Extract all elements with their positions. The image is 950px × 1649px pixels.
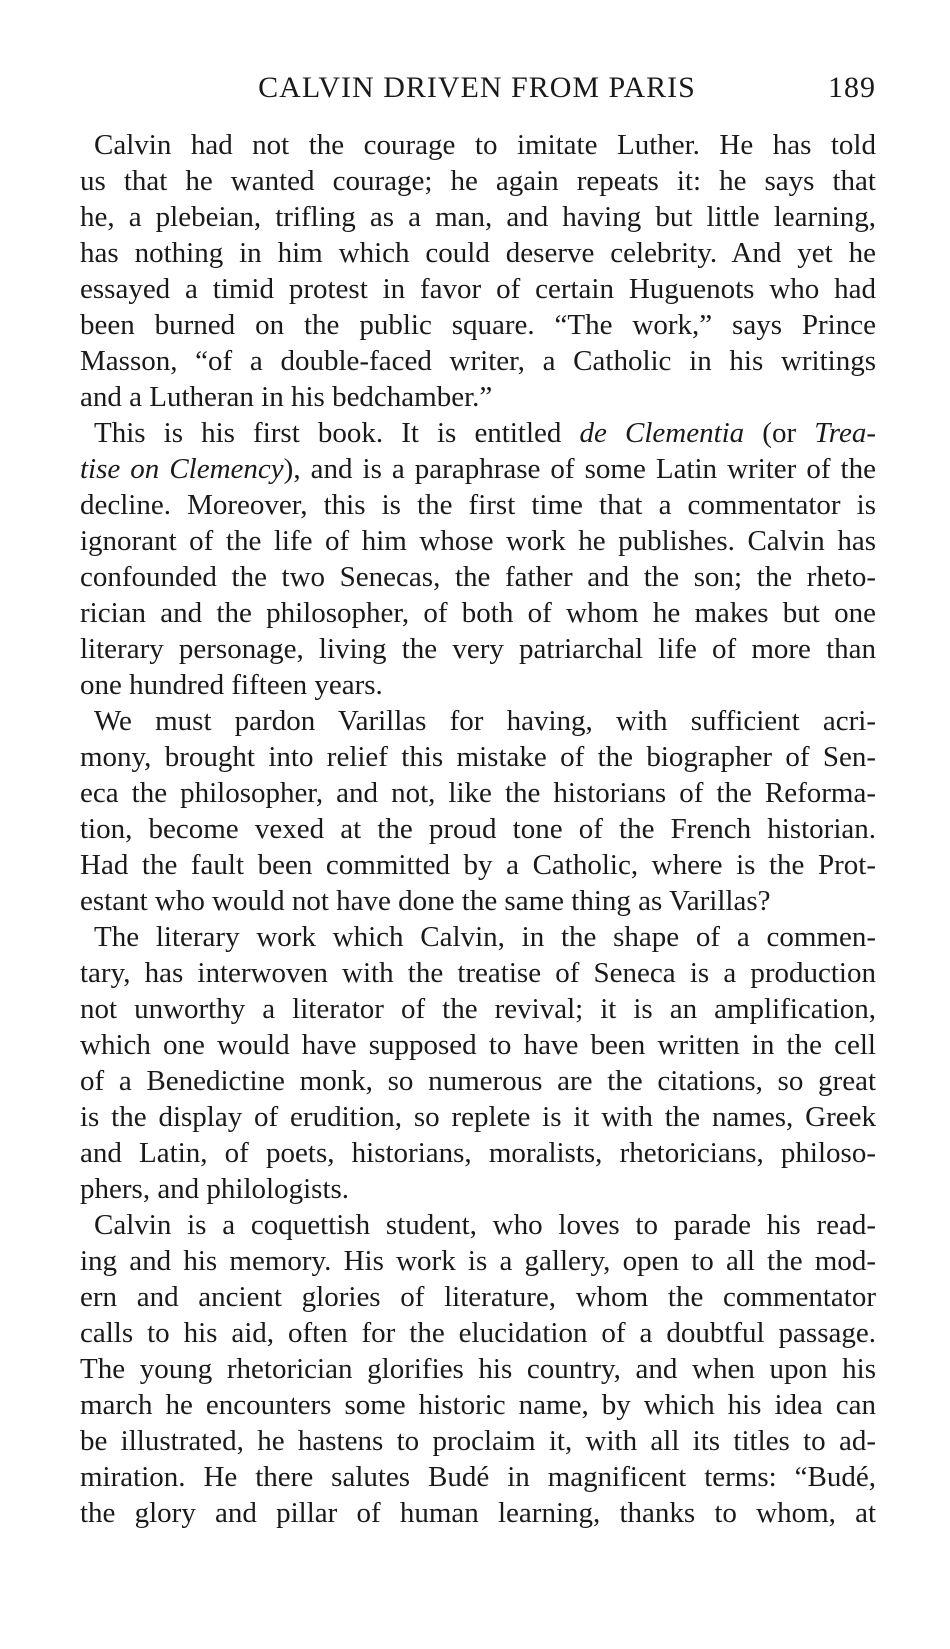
text-line: which one would have supposed to have been written in the cell [80, 1029, 876, 1061]
text-line: has nothing in him which could deserve celebrity. And yet he [80, 237, 876, 269]
text-line: of a Benedictine monk, so numerous are the citations, so great [80, 1065, 876, 1097]
text-line: Had the fault been committed by a Catholic, where is the Prot- [80, 849, 876, 881]
page-number: 189 [828, 71, 876, 104]
text-line [80, 415, 876, 451]
text-line: phers, and philologists. [80, 1173, 350, 1205]
text-line: march he encounters some historic name, by which his idea can [80, 1389, 876, 1421]
body-text [80, 127, 876, 1531]
text-line: ing and his memory. His work is a gallery, open to all the mod- [80, 1245, 876, 1277]
text-line: he, a plebeian, trifling as a man, and having but little learning, [80, 201, 876, 233]
text-line: the glory and pillar of human learning, thanks to whom, at [80, 1497, 876, 1529]
text-line: ern and ancient glories of literature, whom the commentator [80, 1281, 876, 1313]
book-title-italic: de Clementia [579, 417, 745, 449]
text-line: tion, become vexed at the proud tone of the French historian. [80, 813, 876, 845]
text-line: be illustrated, he hastens to proclaim it, with all its titles to ad- [80, 1425, 876, 1457]
text-line: not unworthy a literator of the revival; it is an amplification, [80, 993, 876, 1025]
text-line: us that he wanted courage; he again repeats it: he says that [80, 165, 876, 197]
text-line: Calvin is a coquettish student, who loves to parade his read- [94, 1209, 876, 1241]
text-line: Masson, “of a double-faced writer, a Catholic in his writings [80, 345, 876, 377]
text-line: eca the philosopher, and not, like the historians of the Reforma- [80, 777, 876, 809]
running-head [78, 68, 876, 108]
text-line: rician and the philosopher, of both of whom he makes but one [80, 597, 876, 629]
text-line: been burned on the public square. “The work,” says Prince [80, 309, 876, 341]
text-line: estant who would not have done the same thing as Varillas? [80, 885, 771, 917]
text-line: literary personage, living the very patriarchal life of more than [80, 633, 876, 665]
text-line: one hundred fifteen years. [80, 669, 383, 701]
text-line: We must pardon Varillas for having, with sufficient acri- [94, 705, 876, 737]
text-line: is the display of erudition, so replete is it with the names, Greek [80, 1101, 876, 1133]
text-run: ), and is a paraphrase of some Latin writer of the [283, 453, 876, 485]
text-line: The young rhetorician glorifies his country, and when upon his [80, 1353, 876, 1385]
text-line: and Latin, of poets, historians, moralists, rhetoricians, philoso- [80, 1137, 876, 1169]
chapter-title: CALVIN DRIVEN FROM PARIS [258, 71, 696, 104]
text-line: mony, brought into relief this mistake of the biographer of Sen- [80, 741, 876, 773]
text-line: confounded the two Senecas, the father and the son; the rheto- [80, 561, 876, 593]
text-run: This is his first book. It is entitled [94, 417, 580, 449]
text-line: and a Lutheran in his bedchamber.” [80, 381, 493, 413]
book-title-italic: tise on Clemency [80, 453, 284, 485]
text-line [80, 451, 876, 487]
text-line: Calvin had not the courage to imitate Luther. He has told [94, 129, 876, 161]
text-line: decline. Moreover, this is the first time that a commentator is [80, 489, 876, 521]
book-title-italic: Trea- [814, 417, 876, 449]
text-line: The literary work which Calvin, in the shape of a commen- [94, 921, 876, 953]
text-line: calls to his aid, often for the elucidation of a doubtful passage. [80, 1317, 876, 1349]
text-line: essayed a timid protest in favor of certain Huguenots who had [80, 273, 876, 305]
text-run: (or [744, 417, 815, 449]
text-line: ignorant of the life of him whose work he publishes. Calvin has [80, 525, 876, 557]
text-line: miration. He there salutes Budé in magnificent terms: “Budé, [80, 1461, 876, 1493]
text-line: tary, has interwoven with the treatise of Seneca is a production [80, 957, 876, 989]
